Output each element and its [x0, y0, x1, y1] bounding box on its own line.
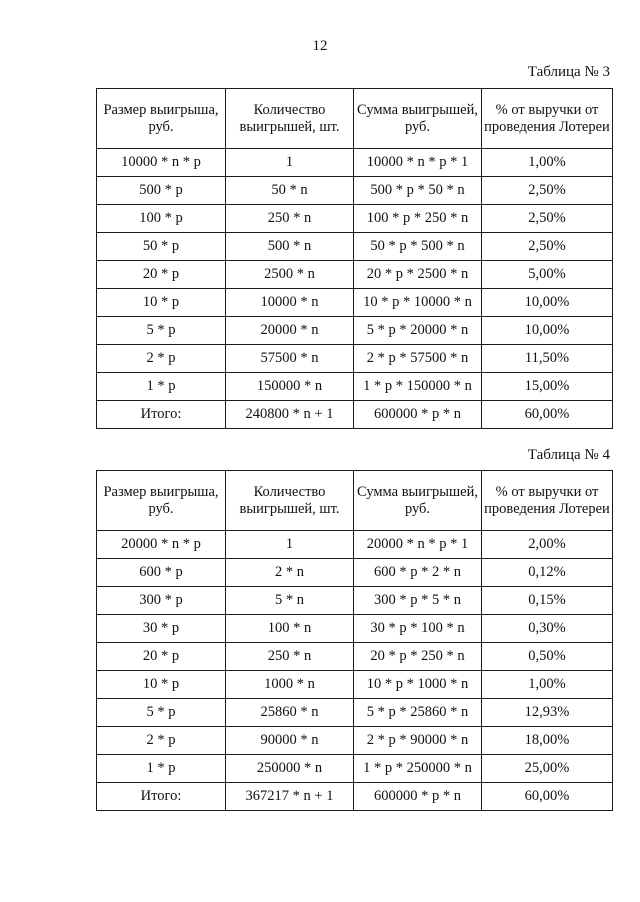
- table-3-caption: Таблица № 3: [527, 64, 610, 80]
- cell-prize-count: 1: [226, 149, 354, 177]
- cell-prize-count: 100 * n: [226, 615, 354, 643]
- table-body: [97, 531, 613, 811]
- cell-prize-count: 1000 * n: [226, 671, 354, 699]
- cell-prize-count: 10000 * n: [226, 289, 354, 317]
- cell-prize-sum: 20 * p * 2500 * n: [354, 261, 482, 289]
- cell-prize-count: 90000 * n: [226, 727, 354, 755]
- cell-prize-sum: 600000 * p * n: [354, 401, 482, 429]
- cell-prize-size: Итого:: [97, 401, 226, 429]
- cell-prize-sum: 50 * p * 500 * n: [354, 233, 482, 261]
- cell-prize-size: 100 * p: [97, 205, 226, 233]
- cell-revenue-percent: 15,00%: [482, 373, 613, 401]
- cell-prize-count: 150000 * n: [226, 373, 354, 401]
- cell-prize-count: 20000 * n: [226, 317, 354, 345]
- cell-prize-count: 2500 * n: [226, 261, 354, 289]
- prize-table-4: [96, 470, 613, 811]
- table-body: [97, 149, 613, 429]
- cell-revenue-percent: 2,00%: [482, 531, 613, 559]
- table-row: [97, 531, 613, 559]
- cell-prize-count: 50 * n: [226, 177, 354, 205]
- cell-prize-sum: 600 * p * 2 * n: [354, 559, 482, 587]
- cell-prize-sum: 100 * p * 250 * n: [354, 205, 482, 233]
- cell-prize-sum: 20 * p * 250 * n: [354, 643, 482, 671]
- table-row: [97, 699, 613, 727]
- cell-prize-count: 240800 * n + 1: [226, 401, 354, 429]
- table-row: [97, 317, 613, 345]
- cell-revenue-percent: 1,00%: [482, 671, 613, 699]
- cell-revenue-percent: 12,93%: [482, 699, 613, 727]
- cell-prize-sum: 5 * p * 25860 * n: [354, 699, 482, 727]
- table-row: [97, 559, 613, 587]
- cell-prize-size: 50 * p: [97, 233, 226, 261]
- cell-revenue-percent: 2,50%: [482, 177, 613, 205]
- cell-revenue-percent: 0,30%: [482, 615, 613, 643]
- table-row: [97, 149, 613, 177]
- cell-prize-size: 10 * p: [97, 671, 226, 699]
- cell-prize-size: 30 * p: [97, 615, 226, 643]
- table-total-row: [97, 783, 613, 811]
- cell-prize-size: 1 * p: [97, 755, 226, 783]
- table-row: [97, 261, 613, 289]
- cell-prize-size: Итого:: [97, 783, 226, 811]
- table-row: [97, 643, 613, 671]
- table-row: [97, 205, 613, 233]
- table-row: [97, 373, 613, 401]
- cell-prize-size: 10 * p: [97, 289, 226, 317]
- cell-revenue-percent: 60,00%: [482, 401, 613, 429]
- table-row: [97, 289, 613, 317]
- table-total-row: [97, 401, 613, 429]
- cell-prize-size: 1 * p: [97, 373, 226, 401]
- cell-prize-count: 250000 * n: [226, 755, 354, 783]
- cell-prize-count: 367217 * n + 1: [226, 783, 354, 811]
- cell-prize-count: 25860 * n: [226, 699, 354, 727]
- table-row: [97, 615, 613, 643]
- cell-prize-sum: 1 * p * 150000 * n: [354, 373, 482, 401]
- table-row: [97, 177, 613, 205]
- cell-prize-count: 250 * n: [226, 205, 354, 233]
- header-prize-count: Количество выигрышей, шт.: [226, 471, 354, 531]
- table-header-row: [97, 89, 613, 149]
- cell-revenue-percent: 11,50%: [482, 345, 613, 373]
- header-prize-sum: Сумма выигрышей, руб.: [354, 89, 482, 149]
- cell-prize-sum: 30 * p * 100 * n: [354, 615, 482, 643]
- cell-prize-size: 300 * p: [97, 587, 226, 615]
- page-number: 12: [312, 38, 328, 54]
- table-header-row: [97, 471, 613, 531]
- cell-prize-size: 500 * p: [97, 177, 226, 205]
- header-prize-sum: Сумма выигрышей, руб.: [354, 471, 482, 531]
- cell-prize-size: 20 * p: [97, 261, 226, 289]
- cell-revenue-percent: 1,00%: [482, 149, 613, 177]
- table-4-caption: Таблица № 4: [527, 447, 610, 463]
- table-row: [97, 755, 613, 783]
- cell-prize-count: 500 * n: [226, 233, 354, 261]
- cell-prize-size: 20000 * n * p: [97, 531, 226, 559]
- cell-revenue-percent: 18,00%: [482, 727, 613, 755]
- prize-table-3: [96, 88, 613, 429]
- cell-revenue-percent: 60,00%: [482, 783, 613, 811]
- cell-prize-sum: 500 * p * 50 * n: [354, 177, 482, 205]
- cell-revenue-percent: 0,50%: [482, 643, 613, 671]
- table-row: [97, 671, 613, 699]
- cell-revenue-percent: 25,00%: [482, 755, 613, 783]
- cell-prize-size: 10000 * n * p: [97, 149, 226, 177]
- cell-revenue-percent: 5,00%: [482, 261, 613, 289]
- cell-revenue-percent: 0,12%: [482, 559, 613, 587]
- cell-prize-size: 2 * p: [97, 727, 226, 755]
- cell-prize-size: 2 * p: [97, 345, 226, 373]
- cell-prize-count: 57500 * n: [226, 345, 354, 373]
- cell-prize-sum: 600000 * p * n: [354, 783, 482, 811]
- header-prize-size: Размер выигрыша, руб.: [97, 89, 226, 149]
- cell-revenue-percent: 10,00%: [482, 317, 613, 345]
- cell-revenue-percent: 10,00%: [482, 289, 613, 317]
- cell-prize-sum: 5 * p * 20000 * n: [354, 317, 482, 345]
- cell-prize-sum: 300 * p * 5 * n: [354, 587, 482, 615]
- header-prize-size: Размер выигрыша, руб.: [97, 471, 226, 531]
- cell-prize-sum: 10 * p * 10000 * n: [354, 289, 482, 317]
- cell-prize-size: 5 * p: [97, 317, 226, 345]
- cell-prize-count: 250 * n: [226, 643, 354, 671]
- cell-prize-sum: 10 * p * 1000 * n: [354, 671, 482, 699]
- cell-revenue-percent: 0,15%: [482, 587, 613, 615]
- table-row: [97, 345, 613, 373]
- cell-prize-size: 600 * p: [97, 559, 226, 587]
- cell-prize-sum: 2 * p * 90000 * n: [354, 727, 482, 755]
- cell-revenue-percent: 2,50%: [482, 233, 613, 261]
- header-revenue-percent: % от выручки от проведения Лотереи: [482, 89, 613, 149]
- cell-prize-sum: 1 * p * 250000 * n: [354, 755, 482, 783]
- cell-prize-count: 2 * n: [226, 559, 354, 587]
- cell-prize-sum: 10000 * n * p * 1: [354, 149, 482, 177]
- cell-prize-count: 5 * n: [226, 587, 354, 615]
- table-row: [97, 233, 613, 261]
- cell-revenue-percent: 2,50%: [482, 205, 613, 233]
- header-revenue-percent: % от выручки от проведения Лотереи: [482, 471, 613, 531]
- cell-prize-size: 20 * p: [97, 643, 226, 671]
- cell-prize-sum: 2 * p * 57500 * n: [354, 345, 482, 373]
- table-row: [97, 587, 613, 615]
- cell-prize-count: 1: [226, 531, 354, 559]
- cell-prize-size: 5 * p: [97, 699, 226, 727]
- cell-prize-sum: 20000 * n * p * 1: [354, 531, 482, 559]
- table-row: [97, 727, 613, 755]
- header-prize-count: Количество выигрышей, шт.: [226, 89, 354, 149]
